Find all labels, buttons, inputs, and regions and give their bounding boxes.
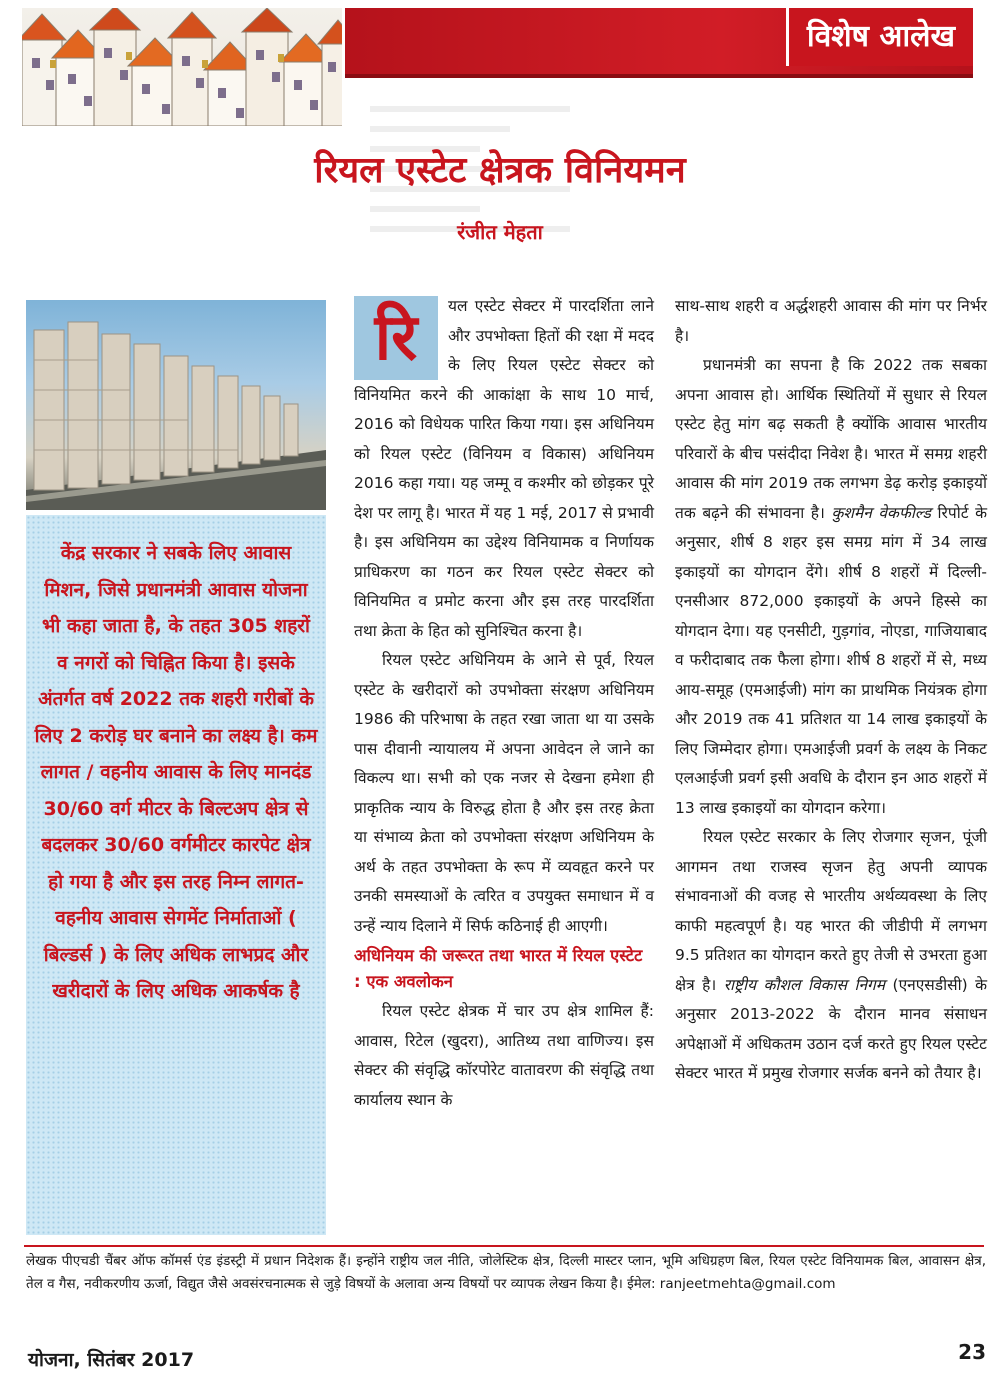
drop-cap: रि xyxy=(354,296,438,380)
paragraph-1: यल एस्टेट सेक्टर में पारदर्शिता लाने और उपभोक्ता हितों की रक्षा में मदद के लिए रियल एस्टेट सेक्टर को विनियमित करने की आकांक्षा के साथ 10 मार्च, 2016 को विधेयक पारित किया गया। इस अधिनियम को रियल एस्टेट (विनियम व विकास) अधिनियम 2016 कहा गया। यह जम्मू व कश्मीर को छोड़कर पूरे देश पर लागू है। भारत में यह 1 मई, 2017 से प्रभावी है। इस अधिनियम का उद्देश्य विनियामक व निर्णायक प्राधिकरण का गठन कर रियल एस्टेट सेक्टर को विनियमित व प्रमोट करना और इस तरह पारदर्शिता तथा क्रेता के हित को सुनिश्चित करना है। xyxy=(354,297,654,640)
buildings-photo xyxy=(26,300,326,510)
paragraph-5-part-b: रिपोर्ट के अनुसार, शीर्ष 8 शहर इस समग्र मांग में 34 लाख इकाइयों का योगदान देंगे। शीर्ष 8 शहरों में दिल्ली-एनसीआर 872,000 इकाइयों के अपने हिस्से का योगदान देगा। यह एनसीटी, गुड़गांव, नोएडा, गाजियाबाद व फरीदाबाद तक फैला होगा। शीर्ष 8 शहरों में से, मध्य आय-समूह (एमआईजी) मांग का प्राथमिक नियंत्रक होगा और 2019 तक 41 प्रतिशत या 14 लाख इकाइयों के लिए जिम्मेदार होगा। एमआईजी प्रवर्ग के लक्ष्य के निकट एलआईजी प्रवर्ग इसी अवधि के दौरान इन आठ शहरों में 13 लाख इकाइयों का योगदान करेगा। xyxy=(675,503,988,817)
skyline-image xyxy=(26,300,326,510)
paragraph-6-part-b: (एनएसडीसी) के अनुसार 2013-2022 के दौरान मानव संसाधन अपेक्षाओं में अधिकतम उठान दर्ज करते हुए रियल एस्टेट सेक्टर भारत में प्रमुख रोजगार सर्जक बनने को तैयार है। xyxy=(675,975,987,1082)
paragraph-3: रियल एस्टेट क्षेत्रक में चार उप क्षेत्र शामिल हैं: आवास, रिटेल (खुदरा), आतिथ्य तथा वाणिज्य। इस सेक्टर की संवृद्धि कॉरपोरेट वातावरण की संवृद्धि तथा कार्यालय स्थान के xyxy=(354,1002,654,1109)
author-name: रंजीत मेहता xyxy=(457,220,543,244)
page-number: 23 xyxy=(958,1340,986,1364)
houses-image xyxy=(22,8,342,126)
article-column-right xyxy=(675,292,987,1089)
paragraph-4: साथ-साथ शहरी व अर्द्धशहरी आवास की मांग पर निर्भर है। xyxy=(675,297,987,345)
paragraph-5-part-a: प्रधानमंत्री का सपना है कि 2022 तक सबका अपना आवास हो। आर्थिक स्थितियों में सुधार से रियल एस्टेट हेतु मांग बढ़ सकती है क्योंकि आवास भारतीय परिवारों के बीच पसंदीदा निवेश है। भारत में समग्र शहरी आवास की मांग 2019 तक लगभग डेढ़ करोड़ इकाइयों तक बढ़ने की संभावना है। xyxy=(675,356,987,522)
paragraph-6 xyxy=(675,823,987,1089)
article-title: रियल एस्टेट क्षेत्रक विनियमन xyxy=(314,150,686,191)
author-footnote: लेखक पीएचडी चैंबर ऑफ कॉमर्स एंड इंडस्ट्री में प्रधान निदेशक हैं। इन्होंने राष्ट्रीय जल नीति, जोलेस्टिक क्षेत्र, दिल्ली मास्टर प्लान, भूमि अधिग्रहण बिल, रियल एस्टेट विनियामक बिल, आवासन क्षेत्र, तेल व गैस, नवीकरणीय ऊर्जा, विद्युत जैसे अवसंरचनात्मक से जुड़े विषयों के अलावा अन्य विषयों पर व्यापक लेखन किया है। ईमेल: ranjeetmehta@gmail.com xyxy=(26,1253,986,1292)
section-label: विशेष आलेख xyxy=(786,8,973,66)
article-column-middle xyxy=(354,292,654,1115)
footnote-divider xyxy=(24,1245,984,1247)
highlight-text: केंद्र सरकार ने सबके लिए आवास मिशन, जिसे प्रधानमंत्री आवास योजना भी कहा जाता है, के तहत 305 शहरों व नगरों को चिह्नित किया है। इसके अंतर्गत वर्ष 2022 तक शहरी गरीबों के लिए 2 करोड़ घर बनाने का लक्ष्य है। कम लागत / वहनीय आवास के लिए मानदंड 30/60 वर्ग मीटर के बिल्टअप क्षेत्र से बदलकर 30/60 वर्गमीटर कारपेट क्षेत्र हो गया है और इस तरह निम्न लागत-वहनीय आवास सेगमेंट निर्माताओं ( बिल्डर्स ) के लिए अधिक लाभप्रद और खरीदारों के लिए अधिक आकर्षक है xyxy=(34,542,318,1002)
paragraph-6-part-a: रियल एस्टेट सरकार के लिए रोजगार सृजन, पूंजी आगमन तथा राजस्व सृजन हेतु अपनी व्यापक संभावनाओं की वजह से भारतीय अर्थव्यवस्था के लिए काफी महत्वपूर्ण है। यह भारत की जीडीपी में लगभग 9.5 प्रतिशत का योगदान करते हुए तेजी से उभरता हुआ क्षेत्र है। xyxy=(675,828,987,994)
section-banner xyxy=(345,8,973,74)
publication-footer: योजना, सितंबर 2017 xyxy=(28,1349,195,1371)
section-subheading: अधिनियम की जरूरत तथा भारत में रियल एस्टेट : एक अवलोकन xyxy=(354,946,643,991)
paragraph-2: रियल एस्टेट अधिनियम के आने से पूर्व, रियल एस्टेट के खरीदारों को उपभोक्ता संरक्षण अधिनियम 1986 की परिभाषा के तहत रखा जाता था या उसके पास दीवानी न्यायालय में अपना आवेदन ले जाने का विकल्प था। सभी को एक नजर से देखना हमेशा ही प्राकृतिक न्याय के विरुद्ध होता है और इस तरह क्रेता या संभाव्य क्रेता को उपभोक्ता संरक्षण अधिनियम के अर्थ के तहत उपभोक्ता के रूप में व्यवहृत करने पर उनकी समस्याओं के त्वरित व उपयुक्त समाधान में व उन्हें न्याय दिलाने में सिर्फ कठिनाई ही आएगी। xyxy=(354,651,654,935)
houses-illustration xyxy=(22,8,342,126)
paragraph-5 xyxy=(675,351,987,823)
organization-name: राष्ट्रीय कौशल विकास निगम xyxy=(723,975,886,994)
report-name: कुशमैन वेकफील्ड xyxy=(831,503,931,522)
